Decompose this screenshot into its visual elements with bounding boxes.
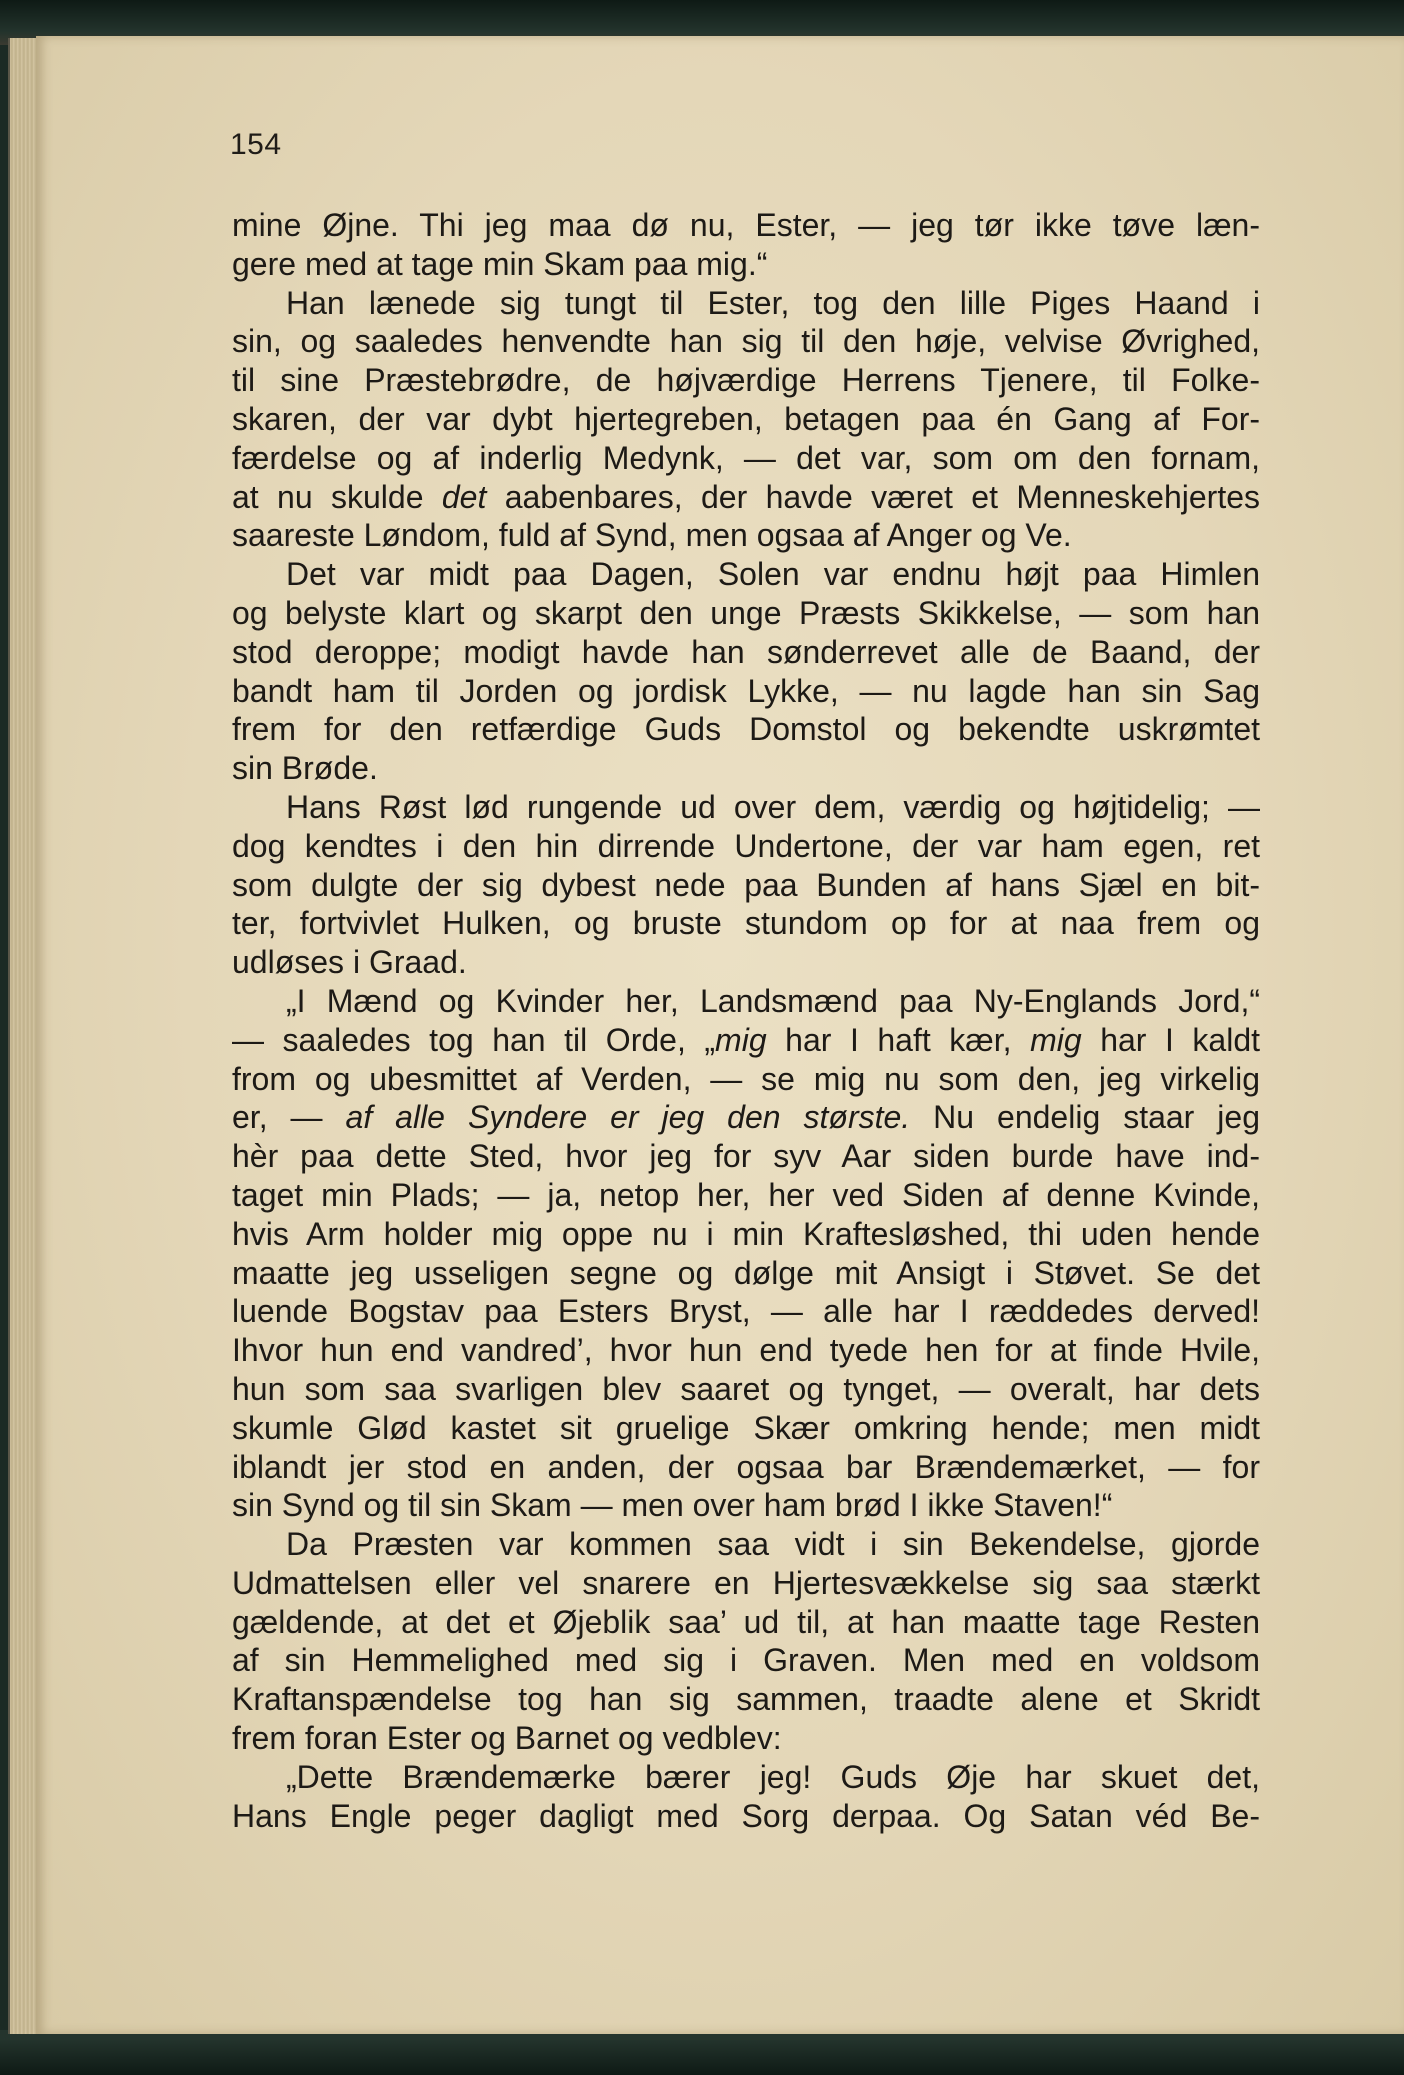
text-line: Det var midt paa Dagen, Solen var endnu højt paa Himlen [286,556,1260,593]
body-text [232,206,1260,1835]
text-segment: Nu endelig staar jeg [910,1099,1260,1136]
text-line: skumle Glød kastet sit gruelige Skær omkring hende; men midt [232,1409,1260,1446]
text-line: „I Mænd og Kvinder her, Landsmænd paa Ny-Englands Jord,“ [286,982,1260,1019]
text-line: Han lænede sig tungt til Ester, tog den lille Piges Haand i [286,284,1260,321]
text-line: som dulgte der sig dybest nede paa Bunden af hans Sjæl en bit- [232,866,1260,903]
text-line: maatte jeg usseligen segne og dølge mit Ansigt i Støvet. Se det [232,1254,1260,1291]
text-line: udløses i Graad. [232,944,467,981]
text-line: til sine Præstebrødre, de højværdige Herrens Tjenere, til Folke- [232,362,1260,399]
emphasis-text: af alle Syndere er jeg den største. [345,1099,911,1136]
text-line: ter, fortvivlet Hulken, og bruste stundom op for at naa frem og [232,905,1260,942]
emphasis-text: mig [715,1021,767,1058]
text-line: skaren, der var dybt hjertegreben, betagen paa én Gang af For- [232,400,1260,437]
text-line: stod deroppe; modigt havde han sønderrevet alle de Baand, der [232,633,1260,670]
text-segment: — saaledes tog han til Orde, „ [232,1021,716,1058]
text-line: af sin Hemmelighed med sig i Graven. Men med en voldsom [232,1642,1260,1679]
text-line: sin, og saaledes henvendte han sig til den høje, velvise Øvrighed, [232,323,1260,360]
text-line: gældende, at det et Øjeblik saa’ ud til, at han maatte tage Resten [232,1603,1260,1640]
text-line: Kraftanspændelse tog han sig sammen, traadte alene et Skridt [232,1681,1260,1718]
text-line: Da Præsten var kommen saa vidt i sin Bekendelse, gjorde [286,1526,1260,1563]
text-line: from og ubesmittet af Verden, — se mig nu som den, jeg virkelig [232,1060,1260,1097]
text-line: gere med at tage min Skam paa mig.“ [232,245,768,282]
text-line: mine Øjne. Thi jeg maa dø nu, Ester, — jeg tør ikke tøve læn- [232,207,1260,243]
text-line: bandt ham til Jorden og jordisk Lykke, — nu lagde han sin Sag [232,672,1260,709]
text-line: frem for den retfærdige Guds Domstol og bekendte uskrømtet [232,711,1260,748]
text-line: iblandt jer stod en anden, der ogsaa bar Brændemærket, — for [232,1448,1260,1485]
text-line: Udmattelsen eller vel snarere en Hjertesvækkelse sig saa stærkt [232,1564,1260,1601]
text-line: og belyste klart og skarpt den unge Præsts Skikkelse, — som han [232,594,1260,631]
page-number: 154 [230,128,282,161]
text-line [232,1021,1260,1060]
text-line [232,1098,1260,1137]
text-line: luende Bogstav paa Esters Bryst, — alle har I ræddedes derved! [232,1293,1260,1330]
text-line: Hans Røst lød rungende ud over dem, værdig og højtidelig; — [286,788,1260,825]
text-line [232,478,1260,517]
text-line: Ihvor hun end vandred’, hvor hun end tyede hen for at finde Hvile, [232,1332,1260,1369]
text-line: færdelse og af inderlig Medynk, — det var, som om den fornam, [232,439,1260,476]
text-segment: at nu skulde [232,478,442,515]
text-segment: er, — [232,1099,346,1136]
text-line: Hans Engle peger dagligt med Sorg derpaa. Og Satan véd Be- [232,1797,1260,1834]
text-segment: har I haft kær, [766,1021,1031,1058]
text-line: sin Brøde. [232,750,378,787]
text-line: dog kendtes i den hin dirrende Undertone, der var ham egen, ret [232,827,1260,864]
emphasis-text: mig [1030,1021,1082,1058]
text-segment: aabenbares, der havde været et Menneskehjertes [486,478,1260,515]
text-line: taget min Plads; — ja, netop her, her ved Siden af denne Kvinde, [232,1176,1260,1213]
text-line: sin Synd og til sin Skam — men over ham brød I ikke Staven!“ [232,1487,1113,1524]
text-line: saareste Løndom, fuld af Synd, men ogsaa af Anger og Ve. [232,517,1072,554]
text-line: frem foran Ester og Barnet og vedblev: [232,1720,782,1757]
book-cover-bottom-edge [0,2030,1404,2075]
text-line: hun som saa svarligen blev saaret og tynget, — overalt, har dets [232,1370,1260,1407]
text-line: „Dette Brændemærke bærer jeg! Guds Øje har skuet det, [286,1758,1260,1795]
text-segment: har I kaldt [1081,1021,1260,1058]
text-line: hèr paa dette Sted, hvor jeg for syv Aar siden burde have ind- [232,1138,1260,1175]
text-line: hvis Arm holder mig oppe nu i min Kraftesløshed, thi uden hende [232,1215,1260,1252]
emphasis-text: det [441,478,487,515]
